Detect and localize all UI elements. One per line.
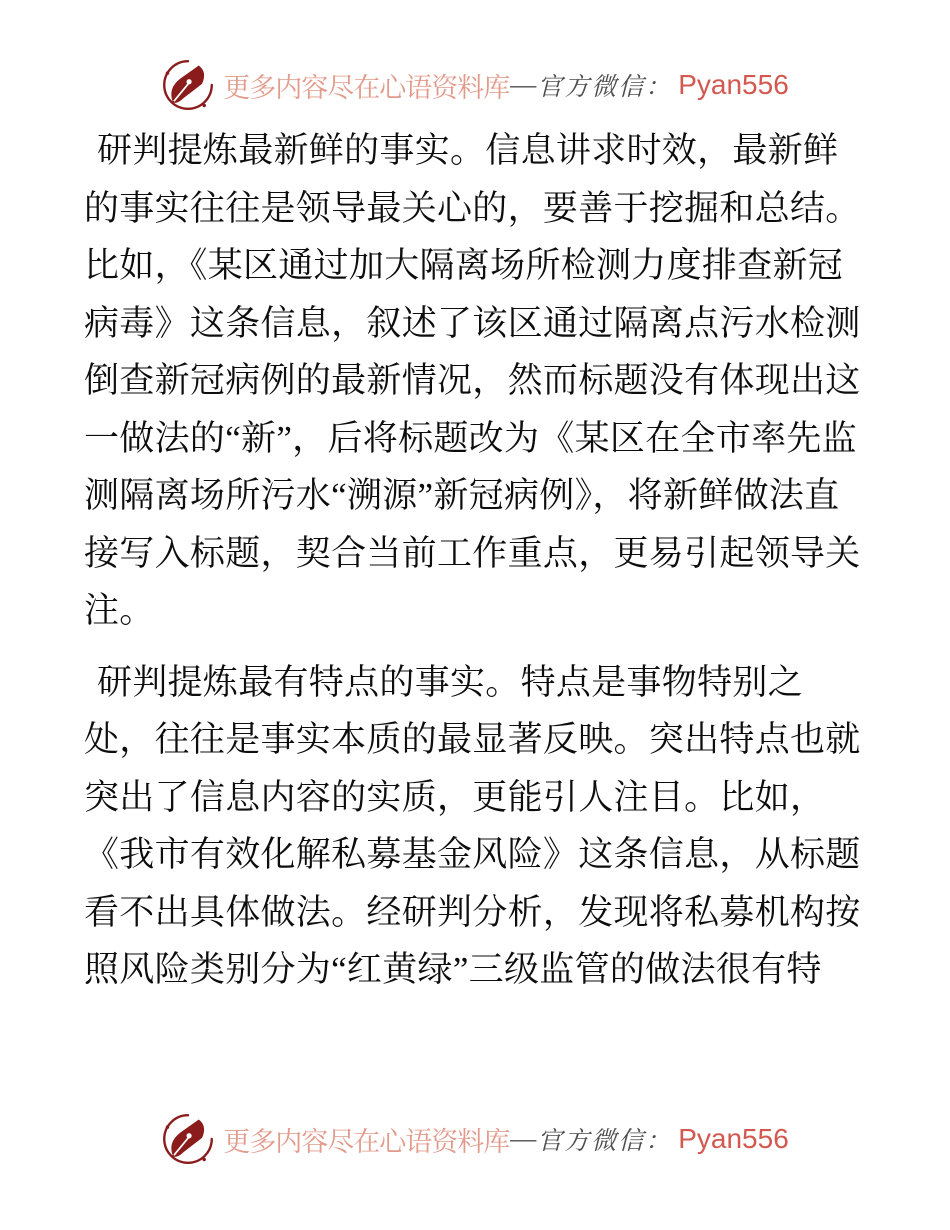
watermark-wechat-id: Pyan556 xyxy=(678,69,789,100)
paragraph-1: 研判提炼最新鲜的事实。信息讲求时效，最新鲜的事实往往是领导最关心的，要善于挖掘和总结。比如，《某区通过加大隔离场所检测力度排查新冠病毒》这条信息，叙述了该区通过隔离点污水检测倒查新冠病例的最新情况，然而标题没有体现出这一做法的“新”，后将标题改为《某区在全市率先监测隔离场所污水“溯源”新冠病例》，将新鲜做法直接写入标题，契合当前工作重点，更易引起领导关注。 xyxy=(84,131,861,630)
footer-watermark xyxy=(0,1112,950,1166)
watermark-separator: — xyxy=(510,70,537,99)
header-watermark xyxy=(0,58,950,112)
watermark-brand-text: 更多内容尽在心语资料库 xyxy=(223,1126,510,1157)
pen-nib-circle-logo-icon xyxy=(161,58,215,112)
watermark-label: 官方微信： xyxy=(537,74,673,101)
watermark-separator: — xyxy=(510,1124,537,1153)
paragraph-2: 研判提炼最有特点的事实。特点是事物特别之处，往往是事实本质的最显著反映。突出特点也就突出了信息内容的实质，更能引人注目。比如，《我市有效化解私募基金风险》这条信息，从标题看不出具体做法。经研判分析，发现将私募机构按照风险类别分为“红黄绿”三级监管的做法很有特 xyxy=(84,662,861,989)
watermark-brand-text: 更多内容尽在心语资料库 xyxy=(223,72,510,103)
pen-nib-circle-logo-icon xyxy=(161,1112,215,1166)
watermark-wechat-id: Pyan556 xyxy=(678,1123,789,1154)
document-body xyxy=(84,122,867,1013)
watermark-label: 官方微信： xyxy=(537,1128,673,1155)
